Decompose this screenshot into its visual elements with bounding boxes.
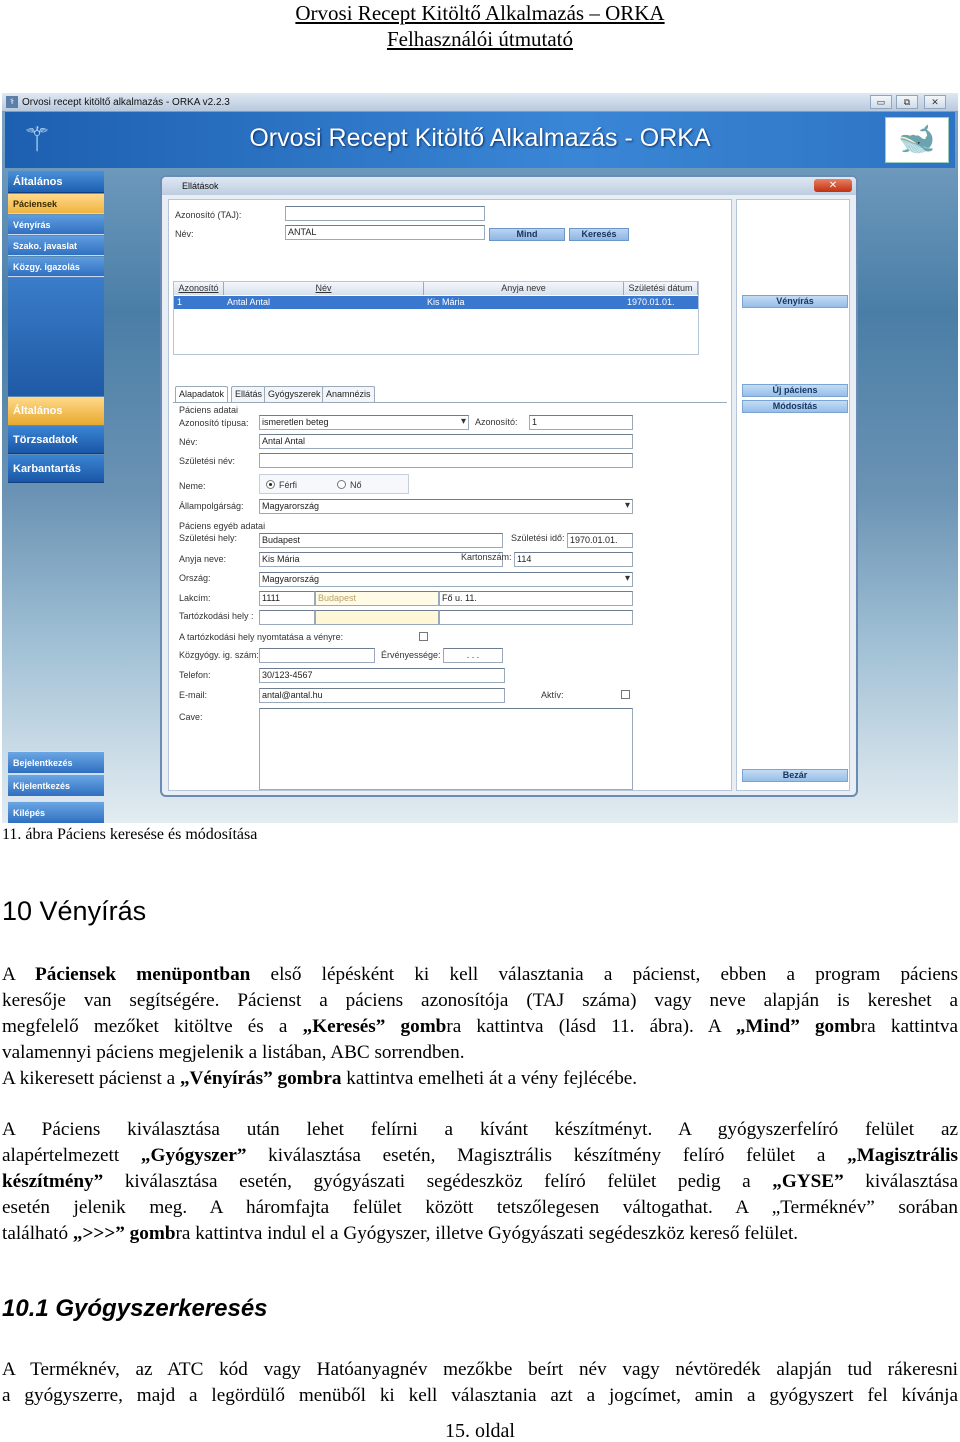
uj-paciens-button[interactable]: Új páciens — [742, 384, 848, 397]
paragraph-3: A Terméknév, az ATC kód vagy Hatóanyagnév mezőkbe beírt név vagy névtöredék alapján tud rákeresni a gyógyszerre, majd a legördülő menüből ki kell választania azt a jogcímet, amin a gyógyszert fel kívánja — [2, 1359, 958, 1406]
aktiv-checkbox[interactable] — [621, 690, 630, 699]
tab-ellatas[interactable]: Ellátás — [231, 386, 266, 402]
orszag-select[interactable]: Magyarország ▾ — [259, 572, 633, 587]
kozgyogy-label: Közgyógy. ig. szám: — [179, 650, 259, 660]
page-header-title: Orvosi Recept Kitöltő Alkalmazás – ORKA — [295, 1, 665, 25]
anyja-neve-input[interactable]: Kis Mária — [259, 552, 503, 567]
email-label: E-mail: — [179, 690, 208, 700]
app-banner — [5, 112, 955, 168]
szuletesi-ido-label: Születési idő: — [511, 533, 565, 543]
subsection-heading: 10.1 Gyógyszerkeresés — [2, 1295, 268, 1322]
kereses-button[interactable]: Keresés — [569, 228, 629, 241]
szuletesi-nev-label: Születési név: — [179, 456, 236, 466]
kartonszam-input[interactable]: 114 — [514, 552, 633, 567]
telefon-label: Telefon: — [179, 670, 211, 680]
nav-kilepes[interactable]: Kilépés — [8, 801, 104, 823]
cell-szuletesi-datum: 1970.01.01. — [627, 297, 675, 307]
neme-label: Neme: — [179, 481, 206, 491]
nav-header-altalanos[interactable]: Általános — [8, 171, 104, 193]
lakcim-varos-input[interactable]: Budapest — [315, 591, 439, 606]
kartonszam-label: Kartonszám: — [461, 552, 512, 562]
paragraph-1: A Páciensek menüpontban első lépésként ki kell választania a pácienst, ebben a program páciens keresője van segítségére. Pácienst a páciens azonosítója (TAJ száma) vagy neve alapján is kereshet a megfelelő mezőket kitöltve és a „Keresés” gombra kattintva (lásd 11. ábra). A „Mind” gombra kattintva valamennyi páciens megjelenik a listában, ABC sorrendben. A kikeresett pácienst a „Vényírás” gombra kattintva emelheti át a vény fejlécébe. — [2, 964, 958, 1089]
col-header-nev[interactable]: Név — [224, 282, 424, 295]
cell-nev: Antal Antal — [227, 297, 271, 307]
window-titlebar — [2, 93, 958, 112]
tartozkodasi-nyomtatas-label: A tartózkodási hely nyomtatása a vényre: — [179, 632, 344, 642]
nav-item-paciensek[interactable]: Páciensek — [8, 194, 104, 214]
tartozkodasi-varos-input[interactable] — [315, 610, 439, 625]
allampolgarsag-select[interactable]: Magyarország ▾ — [259, 499, 633, 514]
tartozkodasi-nyomtatas-checkbox[interactable] — [419, 632, 428, 641]
nav-item-szako-javaslat[interactable]: Szako. javaslat — [8, 236, 104, 256]
app-icon: ⚕ — [6, 96, 18, 108]
azon-tipus-label: Azonosító típusa: — [179, 418, 249, 428]
nav-item-venyiras[interactable]: Vényírás — [8, 215, 104, 235]
azonosito-label: Azonosító: — [475, 417, 518, 427]
tab-alapadatok[interactable]: Alapadatok — [175, 386, 228, 403]
orca-logo-icon: 🐋 — [885, 117, 949, 163]
modositas-button[interactable]: Módosítás — [742, 400, 848, 413]
tartozkodasi-hely-label: Tartózkodási hely : — [179, 611, 254, 621]
tartozkodasi-utca-input[interactable] — [439, 610, 633, 625]
nav-kijelentkezes[interactable]: Kijelentkezés — [8, 774, 104, 796]
col-header-azonosito[interactable]: Azonosító — [174, 282, 224, 295]
cell-azonosito: 1 — [177, 297, 183, 307]
ervenyesseg-label: Érvényessége: — [381, 650, 441, 660]
app-screenshot — [2, 93, 958, 823]
venyiras-button[interactable]: Vényírás — [742, 295, 848, 308]
window-title: Orvosi recept kitöltő alkalmazás - ORKA v2.2.3 — [22, 97, 230, 108]
ferfi-label: Férfi — [279, 480, 297, 490]
group-paciens-egyeb-adatai: Páciens egyéb adatai — [179, 521, 266, 531]
page-number: 15. oldal — [445, 1420, 515, 1442]
tab-gyogyszerek[interactable]: Gyógyszerek — [264, 386, 325, 402]
maximize-button[interactable]: ⧉ — [896, 95, 918, 109]
ellatasok-dialog — [160, 175, 858, 797]
nev-label: Név: — [179, 437, 198, 447]
taj-search-input[interactable] — [285, 206, 485, 221]
orszag-label: Ország: — [179, 573, 211, 583]
allampolgarsag-label: Állampolgárság: — [179, 501, 244, 511]
email-input[interactable]: antal@antal.hu — [259, 688, 505, 703]
taj-label: Azonosító (TAJ): — [175, 210, 242, 220]
szuletesi-ido-input[interactable]: 1970.01.01. — [567, 533, 633, 548]
window-close-button[interactable]: ✕ — [924, 95, 946, 109]
szuletesi-hely-input[interactable]: Budapest — [259, 533, 503, 548]
ferfi-radio[interactable] — [266, 480, 275, 489]
ervenyesseg-input[interactable]: . . . — [443, 648, 503, 663]
cave-label: Cave: — [179, 712, 203, 722]
nav-empty-panel — [8, 278, 104, 396]
tab-anamnezis[interactable]: Anamnézis — [322, 386, 375, 402]
nav-bejelentkezes[interactable]: Bejelentkezés — [8, 751, 104, 773]
dialog-titlebar — [162, 177, 856, 195]
action-pane — [736, 199, 850, 791]
aktiv-label: Aktív: — [541, 690, 564, 700]
lakcim-irsz-input[interactable]: 1111 — [259, 591, 315, 606]
no-radio[interactable] — [337, 480, 346, 489]
bezar-button[interactable]: Bezár — [742, 769, 848, 782]
dialog-title: Ellátások — [182, 181, 219, 191]
nev-search-label: Név: — [175, 229, 194, 239]
page-header-subtitle: Felhasználói útmutató — [386, 27, 574, 51]
nav-item-kozgy-igazolas[interactable]: Közgy. igazolás — [8, 257, 104, 277]
nev-search-input[interactable]: ANTAL — [285, 225, 485, 240]
nav-section-torzsadatok[interactable]: Törzsadatok — [8, 426, 104, 454]
nev-input[interactable]: Antal Antal — [259, 434, 633, 449]
azonosito-input[interactable]: 1 — [529, 415, 633, 430]
szuletesi-nev-input[interactable] — [259, 453, 633, 468]
figure-caption: 11. ábra Páciens keresése és módosítása — [2, 826, 258, 843]
cell-anyja-neve: Kis Mária — [427, 297, 465, 307]
caduceus-logo-icon: ⚚ — [21, 121, 53, 159]
kozgyogy-input[interactable] — [259, 648, 375, 663]
anyja-neve-label: Anyja neve: — [179, 554, 227, 564]
group-paciens-adatai: Páciens adatai — [179, 405, 239, 415]
lakcim-utca-input[interactable]: Fő u. 11. — [439, 591, 633, 606]
patient-pane — [168, 199, 732, 791]
banner-title: Orvosi Recept Kitöltő Alkalmazás - ORKA — [249, 124, 711, 152]
azon-tipus-select[interactable]: ismeretlen beteg ▾ — [259, 415, 469, 430]
tartozkodasi-irsz-input[interactable] — [259, 610, 315, 625]
mind-button[interactable]: Mind — [489, 228, 565, 241]
left-navigation — [8, 171, 104, 823]
cave-textarea[interactable] — [259, 708, 633, 790]
tab-divider — [173, 402, 727, 403]
nav-section-karbantartas[interactable]: Karbantartás — [8, 455, 104, 483]
szuletesi-hely-label: Születési hely: — [179, 533, 238, 543]
section-heading: 10 Vényírás — [2, 896, 147, 926]
nav-section-altalanos[interactable]: Általános — [8, 397, 104, 425]
col-header-szuletesi-datum[interactable]: Születési dátum — [624, 282, 698, 295]
telefon-input[interactable]: 30/123-4567 — [259, 668, 505, 683]
no-label: Nő — [350, 480, 362, 490]
paragraph-2: A Páciens kiválasztása után lehet felírni a kívánt készítményt. A gyógyszerfelíró felület az alapértelmezett „Gyógyszer” kiválasztása esetén, Magisztrális készítmény felíró felület a „Magisztrális készítmény” kiválasztása esetén, gyógyászati segédeszköz felíró felület pedig a „GYSE” kiválasztása esetén jelenik meg. A háromfajta felület között tetszőlegesen váltogathat. A „Terméknév” sorában található „>>>” gombra kattintva indul el a Gyógyszer, illetve Gyógyászati segédeszköz kereső felület. — [2, 1119, 958, 1244]
lakcim-label: Lakcím: — [179, 593, 211, 603]
dialog-close-button[interactable]: ✕ — [814, 179, 852, 192]
minimize-button[interactable]: ▭ — [870, 95, 892, 109]
col-header-anyja-neve[interactable]: Anyja neve — [424, 282, 624, 295]
